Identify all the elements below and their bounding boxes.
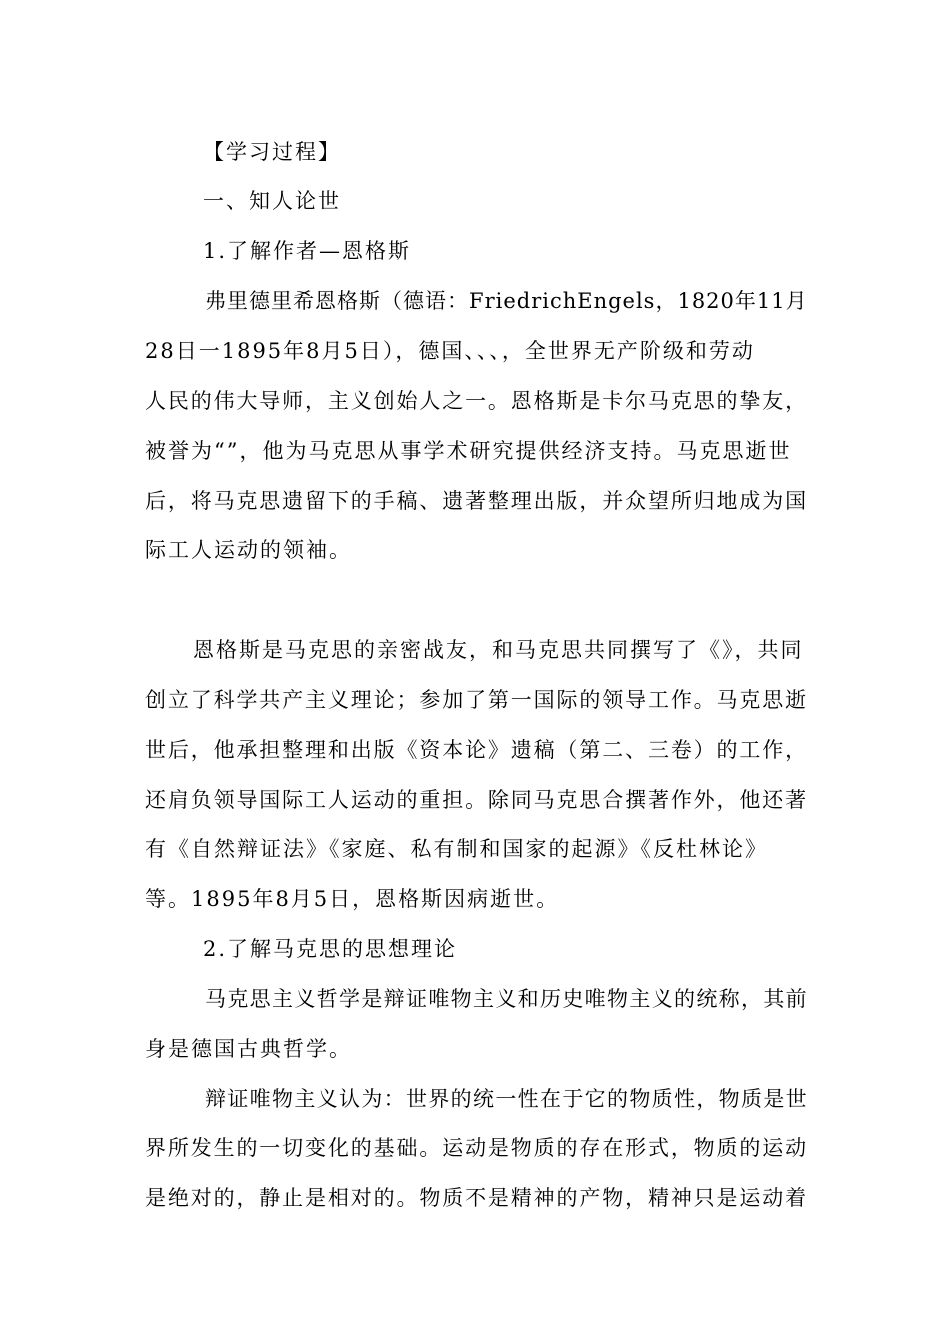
section-title-1: 一、知人论世 <box>203 189 341 213</box>
subsection-title-1: 1.了解作者—恩格斯 <box>203 239 412 263</box>
paragraph-line: 创立了科学共产主义理论；参加了第一国际的领导工作。马克思逝 <box>145 688 808 712</box>
paragraph-line: 是绝对的，静止是相对的。物质不是精神的产物，精神只是运动着 <box>145 1186 808 1210</box>
paragraph-line: 际工人运动的领袖。 <box>145 538 352 562</box>
paragraph-line: 等。1895年8月5日，恩格斯因病逝世。 <box>145 887 560 911</box>
paragraph-line: 界所发生的一切变化的基础。运动是物质的存在形式，物质的运动 <box>145 1136 808 1160</box>
paragraph-line: 有《自然辩证法》《家庭、私有制和国家的起源》《反杜林论》 <box>145 837 768 861</box>
paragraph-line: 还肩负领导国际工人运动的重担。除同马克思合撰著作外，他还著 <box>145 788 808 812</box>
paragraph-line: 身是德国古典哲学。 <box>145 1037 352 1061</box>
paragraph-line: 被誉为“”，他为马克思从事学术研究提供经济支持。马克思逝世 <box>145 439 792 463</box>
paragraph-line: 马克思主义哲学是辩证唯物主义和历史唯物主义的统称，其前 <box>205 987 808 1011</box>
paragraph-line: 人民的伟大导师，主义创始人之一。恩格斯是卡尔马克思的挚友， <box>145 389 808 413</box>
section-heading: 【学习过程】 <box>203 140 341 164</box>
paragraph-line: 恩格斯是马克思的亲密战友，和马克思共同撰写了《》，共同 <box>193 638 804 662</box>
paragraph-line: 28日一1895年8月5日），德国、、、，全世界无产阶级和劳动 <box>145 339 755 363</box>
subsection-title-2: 2.了解马克思的思想理论 <box>203 937 458 961</box>
paragraph-line: 世后，他承担整理和出版《资本论》遗稿（第二、三卷）的工作， <box>145 738 808 762</box>
paragraph-line: 辩证唯物主义认为：世界的统一性在于它的物质性，物质是世 <box>205 1087 808 1111</box>
paragraph-line: 弗里德里希恩格斯（德语：FriedrichEngels，1820年11月 <box>205 289 808 313</box>
paragraph-line: 后，将马克思遗留下的手稿、遗著整理出版，并众望所归地成为国 <box>145 489 808 513</box>
